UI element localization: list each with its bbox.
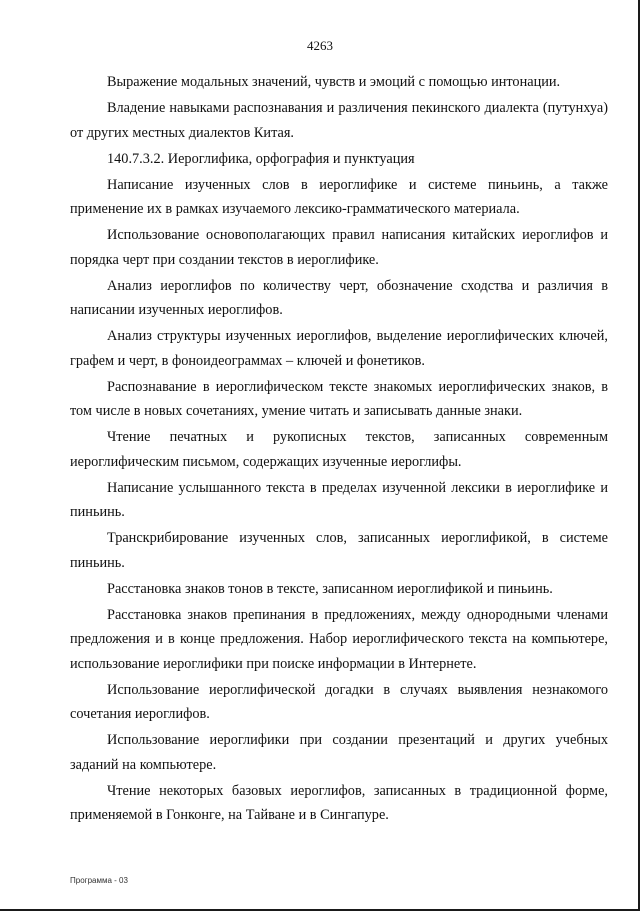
paragraph: Использование основополагающих правил написания китайских иероглифов и порядка черт при создании текстов в иероглифике. xyxy=(70,227,608,268)
section-heading: 140.7.3.2. Иероглифика, орфография и пунктуация xyxy=(107,150,415,167)
paragraph: Анализ структуры изученных иероглифов, выделение иероглифических ключей, графем и черт, в фоноидеограммах – ключей и фонетиков. xyxy=(70,328,608,369)
paragraph: Выражение модальных значений, чувств и эмоций с помощью интонации. xyxy=(107,74,561,90)
paragraph: Использование иероглифической догадки в случаях выявления незнакомого сочетания иероглифов. xyxy=(70,681,608,722)
page-number: 4263 xyxy=(307,38,333,53)
paragraph: Написание изученных слов в иероглифике и системе пиньинь, а также применение их в рамках изучаемого лексико-грамматического материала. xyxy=(70,176,608,217)
paragraph: Написание услышанного текста в пределах изученной лексики в иероглифике и пиньинь. xyxy=(70,479,608,520)
paragraph: Чтение некоторых базовых иероглифов, записанных в традиционной форме, применяемой в Гонконге, на Тайване и в Сингапуре. xyxy=(70,782,608,823)
paragraph: Владение навыками распознавания и различения пекинского диалекта (путунхуа) от других местных диалектов Китая. xyxy=(70,100,608,141)
paragraph: Расстановка знаков тонов в тексте, записанном иероглификой и пиньинь. xyxy=(107,580,553,597)
footer-program-label: Программа - 03 xyxy=(70,876,128,885)
paragraph: Транскрибирование изученных слов, записанных иероглификой, в системе пиньинь. xyxy=(70,530,608,571)
paragraph: Использование иероглифики при создании презентаций и других учебных заданий на компьютере. xyxy=(70,732,608,773)
paragraph: Распознавание в иероглифическом тексте знакомых иероглифических знаков, в том числе в новых сочетаниях, умение читать и записывать данные знаки. xyxy=(70,378,608,419)
paragraph: Анализ иероглифов по количеству черт, обозначение сходства и различия в написании изученных иероглифов. xyxy=(70,277,608,318)
document-body xyxy=(70,70,608,829)
paragraph: Чтение печатных и рукописных текстов, записанных современным иероглифическим письмом, содержащих изученные иероглифы. xyxy=(70,429,608,470)
paragraph: Расстановка знаков препинания в предложениях, между однородными членами предложения и в конце предложения. Набор иероглифического текста на компьютере, использование иероглифики при поиске информации в Интернете. xyxy=(70,606,608,672)
